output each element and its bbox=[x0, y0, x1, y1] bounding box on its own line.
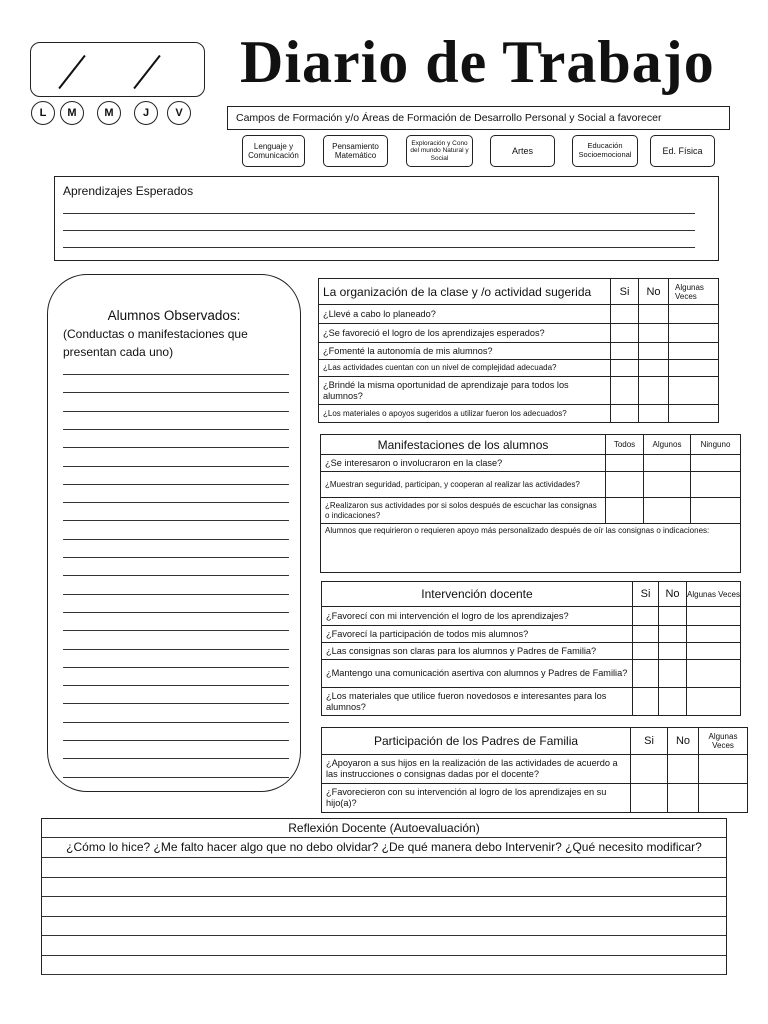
table-row: ¿Se favoreció el logro de los aprendizajes esperados? bbox=[319, 324, 611, 343]
check-cell[interactable] bbox=[633, 643, 659, 660]
col-algunas-veces: Algunas Veces bbox=[669, 279, 719, 305]
col-todos: Todos bbox=[606, 435, 644, 455]
check-cell[interactable] bbox=[687, 660, 741, 688]
writing-line bbox=[63, 649, 289, 650]
check-cell[interactable] bbox=[659, 626, 687, 643]
table-row: ¿Mantengo una comunicación asertiva con alumnos y Padres de Familia? bbox=[322, 660, 633, 688]
check-cell[interactable] bbox=[699, 784, 748, 813]
area-lenguaje[interactable]: Lenguaje y Comunicación bbox=[242, 135, 305, 167]
check-cell[interactable] bbox=[668, 784, 699, 813]
check-cell[interactable] bbox=[611, 377, 639, 405]
check-cell[interactable] bbox=[687, 607, 741, 626]
organizacion-table bbox=[318, 278, 719, 423]
check-cell[interactable] bbox=[606, 472, 644, 498]
check-cell[interactable] bbox=[611, 360, 639, 377]
manifestaciones-table bbox=[320, 434, 741, 573]
alumnos-subtitle: (Conductas o manifestaciones que presentan cada uno) bbox=[63, 327, 248, 359]
table-row: ¿Favorecí la participación de todos mis alumnos? bbox=[322, 626, 633, 643]
alumnos-observados-box[interactable] bbox=[47, 274, 301, 792]
day-miercoles[interactable]: M bbox=[97, 101, 121, 125]
writing-line bbox=[63, 630, 289, 631]
table-row: ¿Los materiales que utilice fueron novedosos e interesantes para los alumnos? bbox=[322, 688, 633, 716]
table-row: ¿Los materiales o apoyos sugeridos a utilizar fueron los adecuados? bbox=[319, 405, 611, 423]
area-exploracion[interactable]: Exploración y Cono del mundo Natural y Social bbox=[406, 135, 473, 167]
reflexion-question: ¿Cómo lo hice? ¿Me falto hacer algo que no debo olvidar? ¿De qué manera debo Intervenir? ¿Qué necesito modificar? bbox=[66, 840, 702, 854]
writing-line bbox=[63, 740, 289, 741]
check-cell[interactable] bbox=[669, 343, 719, 360]
writing-line bbox=[63, 612, 289, 613]
writing-line bbox=[42, 857, 726, 858]
check-cell[interactable] bbox=[691, 472, 741, 498]
check-cell[interactable] bbox=[611, 324, 639, 343]
writing-line bbox=[63, 502, 289, 503]
col-si: Si bbox=[631, 728, 668, 755]
area-artes[interactable]: Artes bbox=[490, 135, 555, 167]
col-no: No bbox=[639, 279, 669, 305]
date-box[interactable] bbox=[30, 42, 205, 97]
divider bbox=[42, 837, 726, 838]
writing-line bbox=[63, 447, 289, 448]
check-cell[interactable] bbox=[659, 643, 687, 660]
check-cell[interactable] bbox=[633, 660, 659, 688]
check-cell[interactable] bbox=[639, 405, 669, 423]
check-cell[interactable] bbox=[631, 755, 668, 784]
check-cell[interactable] bbox=[611, 343, 639, 360]
check-cell[interactable] bbox=[639, 360, 669, 377]
col-si: Si bbox=[633, 582, 659, 607]
check-cell[interactable] bbox=[669, 377, 719, 405]
table-row: ¿Fomenté la autonomía de mis alumnos? bbox=[319, 343, 611, 360]
col-si: Si bbox=[611, 279, 639, 305]
writing-line bbox=[42, 974, 726, 975]
check-cell[interactable] bbox=[611, 305, 639, 324]
check-cell[interactable] bbox=[691, 498, 741, 524]
day-jueves[interactable]: J bbox=[134, 101, 158, 125]
check-cell[interactable] bbox=[687, 643, 741, 660]
check-cell[interactable] bbox=[687, 626, 741, 643]
check-cell[interactable] bbox=[633, 607, 659, 626]
col-algunas-veces: Algunas Veces bbox=[687, 582, 741, 607]
check-cell[interactable] bbox=[639, 324, 669, 343]
col-no: No bbox=[659, 582, 687, 607]
check-cell[interactable] bbox=[639, 305, 669, 324]
writing-line bbox=[63, 594, 289, 595]
page-title: Diario de Trabajo bbox=[240, 29, 715, 95]
check-cell[interactable] bbox=[606, 498, 644, 524]
writing-line bbox=[42, 916, 726, 917]
check-cell[interactable] bbox=[644, 455, 691, 472]
reflexion-title: Reflexión Docente (Autoevaluación) bbox=[288, 821, 480, 835]
writing-line bbox=[63, 722, 289, 723]
check-cell[interactable] bbox=[606, 455, 644, 472]
table-row: ¿Muestran seguridad, participan, y cooperan al realizar las actividades? bbox=[321, 472, 606, 498]
organizacion-title: La organización de la clase y /o actividad sugerida bbox=[319, 279, 611, 305]
table-row: ¿Las actividades cuentan con un nivel de complejidad adecuada? bbox=[319, 360, 611, 377]
day-martes[interactable]: M bbox=[60, 101, 84, 125]
check-cell[interactable] bbox=[633, 688, 659, 716]
col-algunas-veces: Algunas Veces bbox=[699, 728, 748, 755]
check-cell[interactable] bbox=[639, 377, 669, 405]
writing-line bbox=[63, 667, 289, 668]
apoyo-note[interactable]: Alumnos que requirieron o requieren apoyo más personalizado después de oír las consignas o indicaciones: bbox=[321, 524, 741, 573]
writing-line bbox=[63, 247, 695, 248]
writing-line bbox=[63, 703, 289, 704]
writing-line bbox=[63, 575, 289, 576]
writing-line bbox=[42, 935, 726, 936]
check-cell[interactable] bbox=[633, 626, 659, 643]
reflexion-box[interactable] bbox=[41, 818, 727, 975]
check-cell[interactable] bbox=[611, 405, 639, 423]
check-cell[interactable] bbox=[644, 472, 691, 498]
check-cell[interactable] bbox=[669, 324, 719, 343]
writing-line bbox=[63, 484, 289, 485]
intervencion-table bbox=[321, 581, 741, 716]
check-cell[interactable] bbox=[669, 305, 719, 324]
fields-label: Campos de Formación y/o Áreas de Formación de Desarrollo Personal y Social a favorecer bbox=[227, 106, 730, 130]
writing-line bbox=[63, 374, 289, 375]
writing-line bbox=[42, 896, 726, 897]
check-cell[interactable] bbox=[659, 660, 687, 688]
check-cell[interactable] bbox=[699, 755, 748, 784]
date-separator bbox=[58, 55, 85, 89]
date-separator bbox=[133, 55, 160, 89]
writing-line bbox=[42, 877, 726, 878]
writing-line bbox=[63, 758, 289, 759]
check-cell[interactable] bbox=[644, 498, 691, 524]
writing-line bbox=[63, 539, 289, 540]
table-row: ¿Llevé a cabo lo planeado? bbox=[319, 305, 611, 324]
area-socioemocional[interactable]: Educación Socioemocional bbox=[572, 135, 638, 167]
writing-line bbox=[63, 777, 289, 778]
writing-line bbox=[63, 520, 289, 521]
area-pensamiento[interactable]: Pensamiento Matemático bbox=[323, 135, 388, 167]
padres-title: Participación de los Padres de Familia bbox=[322, 728, 631, 755]
writing-line bbox=[63, 213, 695, 214]
check-cell[interactable] bbox=[669, 360, 719, 377]
check-cell[interactable] bbox=[687, 688, 741, 716]
writing-line bbox=[63, 429, 289, 430]
table-row: ¿Favorecí con mi intervención el logro de los aprendizajes? bbox=[322, 607, 633, 626]
check-cell[interactable] bbox=[668, 755, 699, 784]
day-viernes[interactable]: V bbox=[167, 101, 191, 125]
alumnos-title: Alumnos Observados: bbox=[107, 308, 241, 323]
writing-line bbox=[63, 466, 289, 467]
col-ninguno: Ninguno bbox=[691, 435, 741, 455]
day-lunes[interactable]: L bbox=[31, 101, 55, 125]
table-row: ¿Realizaron sus actividades por si solos después de escuchar las consignas o indicaciones? bbox=[321, 498, 606, 524]
table-row: ¿Las consignas son claras para los alumnos y Padres de Familia? bbox=[322, 643, 633, 660]
table-row: ¿Favorecieron con su intervención al logro de los aprendizajes en su hijo(a)? bbox=[322, 784, 631, 813]
writing-line bbox=[63, 557, 289, 558]
check-cell[interactable] bbox=[691, 455, 741, 472]
check-cell[interactable] bbox=[659, 688, 687, 716]
col-no: No bbox=[668, 728, 699, 755]
area-ed-fisica[interactable]: Ed. Física bbox=[650, 135, 715, 167]
writing-line bbox=[63, 392, 289, 393]
writing-line bbox=[63, 230, 695, 231]
manifestaciones-title: Manifestaciones de los alumnos bbox=[321, 435, 606, 455]
check-cell[interactable] bbox=[631, 784, 668, 813]
table-row: ¿Se interesaron o involucraron en la clase? bbox=[321, 455, 606, 472]
aprendizajes-label: Aprendizajes Esperados bbox=[63, 184, 194, 198]
check-cell[interactable] bbox=[639, 343, 669, 360]
check-cell[interactable] bbox=[659, 607, 687, 626]
writing-line bbox=[42, 955, 726, 956]
intervencion-title: Intervención docente bbox=[322, 582, 633, 607]
table-row: ¿Apoyaron a sus hijos en la realización de las actividades de acuerdo a las instrucciones o consignas dadas por el docente? bbox=[322, 755, 631, 784]
table-row: ¿Brindé la misma oportunidad de aprendizaje para todos los alumnos? bbox=[319, 377, 611, 405]
aprendizajes-box[interactable] bbox=[54, 176, 719, 261]
writing-line bbox=[63, 411, 289, 412]
check-cell[interactable] bbox=[669, 405, 719, 423]
padres-table bbox=[321, 727, 748, 813]
col-algunos: Algunos bbox=[644, 435, 691, 455]
writing-line bbox=[63, 685, 289, 686]
